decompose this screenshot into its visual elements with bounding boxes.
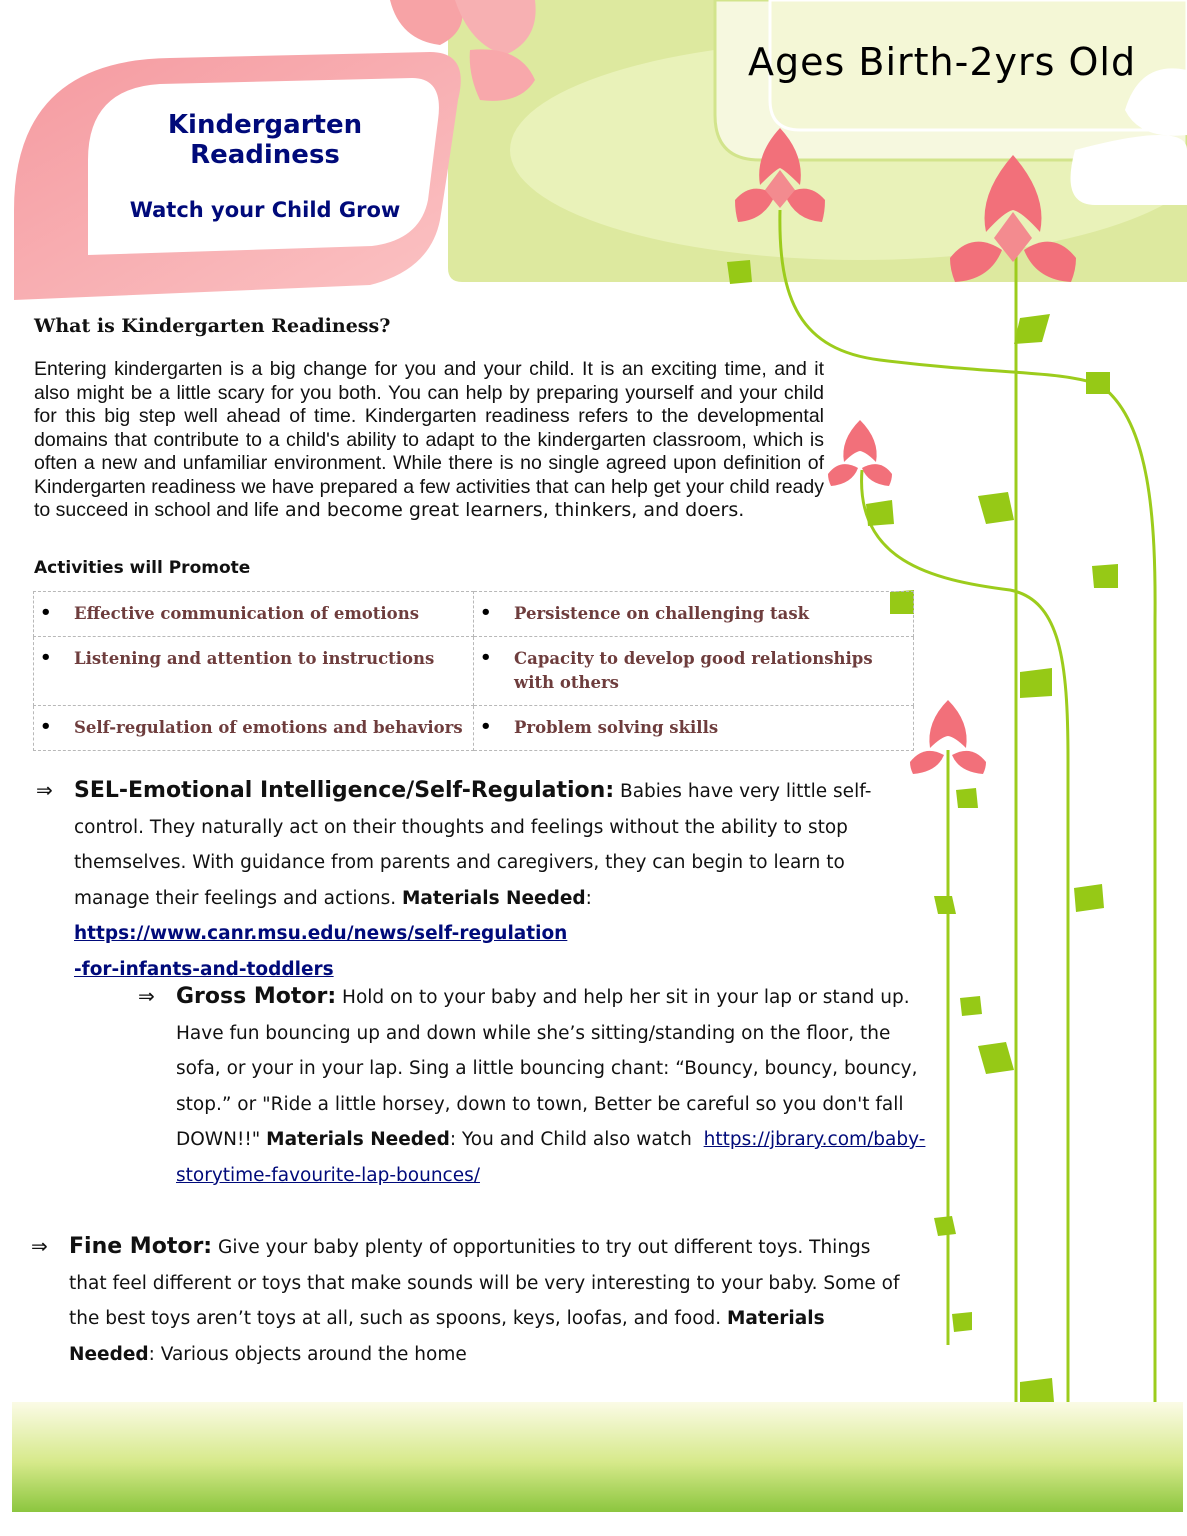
activity-item xyxy=(474,637,914,706)
intro-paragraph xyxy=(34,358,824,523)
link-text: https://jbrary.com/baby- xyxy=(703,1129,926,1150)
bullet-icon: • xyxy=(40,716,52,737)
table-row xyxy=(34,637,914,706)
gross-motor-title: Gross Motor: xyxy=(176,984,337,1009)
activity-item xyxy=(34,637,474,706)
bullet-icon: • xyxy=(40,602,52,623)
activities-heading: Activities will Promote xyxy=(34,558,251,578)
bullet-icon: • xyxy=(480,716,492,737)
intro-text-main: Entering kindergarten is a big change for you and your child. It is an exciting time, and it also might be a little scary for you both. You can help by preparing yourself and your child for this big step well ahead of time. Kindergarten readiness refers to the developmental domains that contribute to a child's ability to adapt to the kindergarten classroom, which is often a new and unfamiliar environment. While there is no single agreed upon definition of Kindergarten readiness we have prepared a few activities that can help get your child ready to succeed in school and life xyxy=(34,358,824,521)
link-text: -for-infants-and-toddlers xyxy=(74,958,334,980)
activity-label: Effective communication of emotions xyxy=(74,604,419,623)
activity-item xyxy=(474,706,914,751)
footer-band xyxy=(12,1402,1183,1512)
sel-text: Babies have very little self-control. They naturally act on their thoughts and feelings without the ability to stop themselves. With guidance from parents and caregivers, they can begin to learn to manage their feelings and actions. xyxy=(74,781,872,909)
activities-table xyxy=(33,591,914,751)
activity-label: Persistence on challenging task xyxy=(514,604,810,623)
sel-resource-link[interactable] xyxy=(74,923,567,980)
table-row xyxy=(34,706,914,751)
intro-text-end: and become great learners, thinkers, and doers. xyxy=(279,499,745,521)
activity-label: Self-regulation of emotions and behaviors xyxy=(74,718,463,737)
intro-heading: What is Kindergarten Readiness? xyxy=(34,315,391,337)
materials-label: Materials Needed xyxy=(402,887,586,909)
fine-motor-materials: : Various objects around the home xyxy=(148,1343,467,1365)
bullet-icon: • xyxy=(480,647,492,668)
gross-motor-section xyxy=(138,979,936,1193)
arrow-icon: ⇒ xyxy=(31,1234,48,1258)
gross-motor-materials: : You and Child also watch xyxy=(449,1129,704,1150)
link-text: https://www.canr.msu.edu/news/self-regulation xyxy=(74,923,568,944)
materials-label: Materials Needed xyxy=(266,1129,450,1150)
title-block xyxy=(90,110,440,222)
sel-title: SEL-Emotional Intelligence/Self-Regulation: xyxy=(74,778,615,803)
materials-label: Materials Needed xyxy=(69,1308,825,1365)
gross-motor-text: Hold on to your baby and help her sit in your lap or stand up. Have fun bouncing up and down while she’s sitting/standing on the floor, the sofa, or your in your lap. Sing a little bouncing chant: “Bouncy, bouncy, bouncy, stop.” or "Ride a little horsey, down to town, Better be careful so you don't fall DOWN!!" xyxy=(176,987,918,1150)
activity-label: Listening and attention to instructions xyxy=(74,649,435,668)
activity-label: Problem solving skills xyxy=(514,718,719,737)
fine-motor-text: Give your baby plenty of opportunities to try out different toys. Things that feel different or toys that make sounds will be very interesting to your baby. Some of the best toys aren’t toys at all, such as spoons, keys, loofas, and food. xyxy=(69,1237,900,1329)
fine-motor-title: Fine Motor: xyxy=(69,1234,213,1259)
age-range-heading: Ages Birth-2yrs Old xyxy=(748,40,1137,84)
arrow-icon: ⇒ xyxy=(36,778,53,802)
page-subtitle: Watch your Child Grow xyxy=(129,198,401,222)
arrow-icon: ⇒ xyxy=(138,984,155,1008)
activity-item xyxy=(474,592,914,637)
fine-motor-section xyxy=(31,1229,909,1372)
table-row xyxy=(34,592,914,637)
link-text: storytime-favourite-lap-bounces/ xyxy=(176,1164,480,1186)
bullet-icon: • xyxy=(40,647,52,668)
sel-section: ⇒ SEL-Emotional Intelligence/Self-Regulation: Babies have very little self-control. They naturally act on their thoughts and feelings without the ability to stop themselves. With guidance from parents and caregivers, they can begin to learn to manage their feelings and actions. Materials Needed: https://www.canr.msu.edu/news/self-regulation -for-infants-and-toddlers xyxy=(74,773,924,987)
activity-item xyxy=(34,592,474,637)
bullet-icon: • xyxy=(480,602,492,623)
activity-label: Capacity to develop good relationships with others xyxy=(514,649,873,692)
page-title: Kindergarten Readiness xyxy=(167,110,363,170)
activity-item xyxy=(34,706,474,751)
